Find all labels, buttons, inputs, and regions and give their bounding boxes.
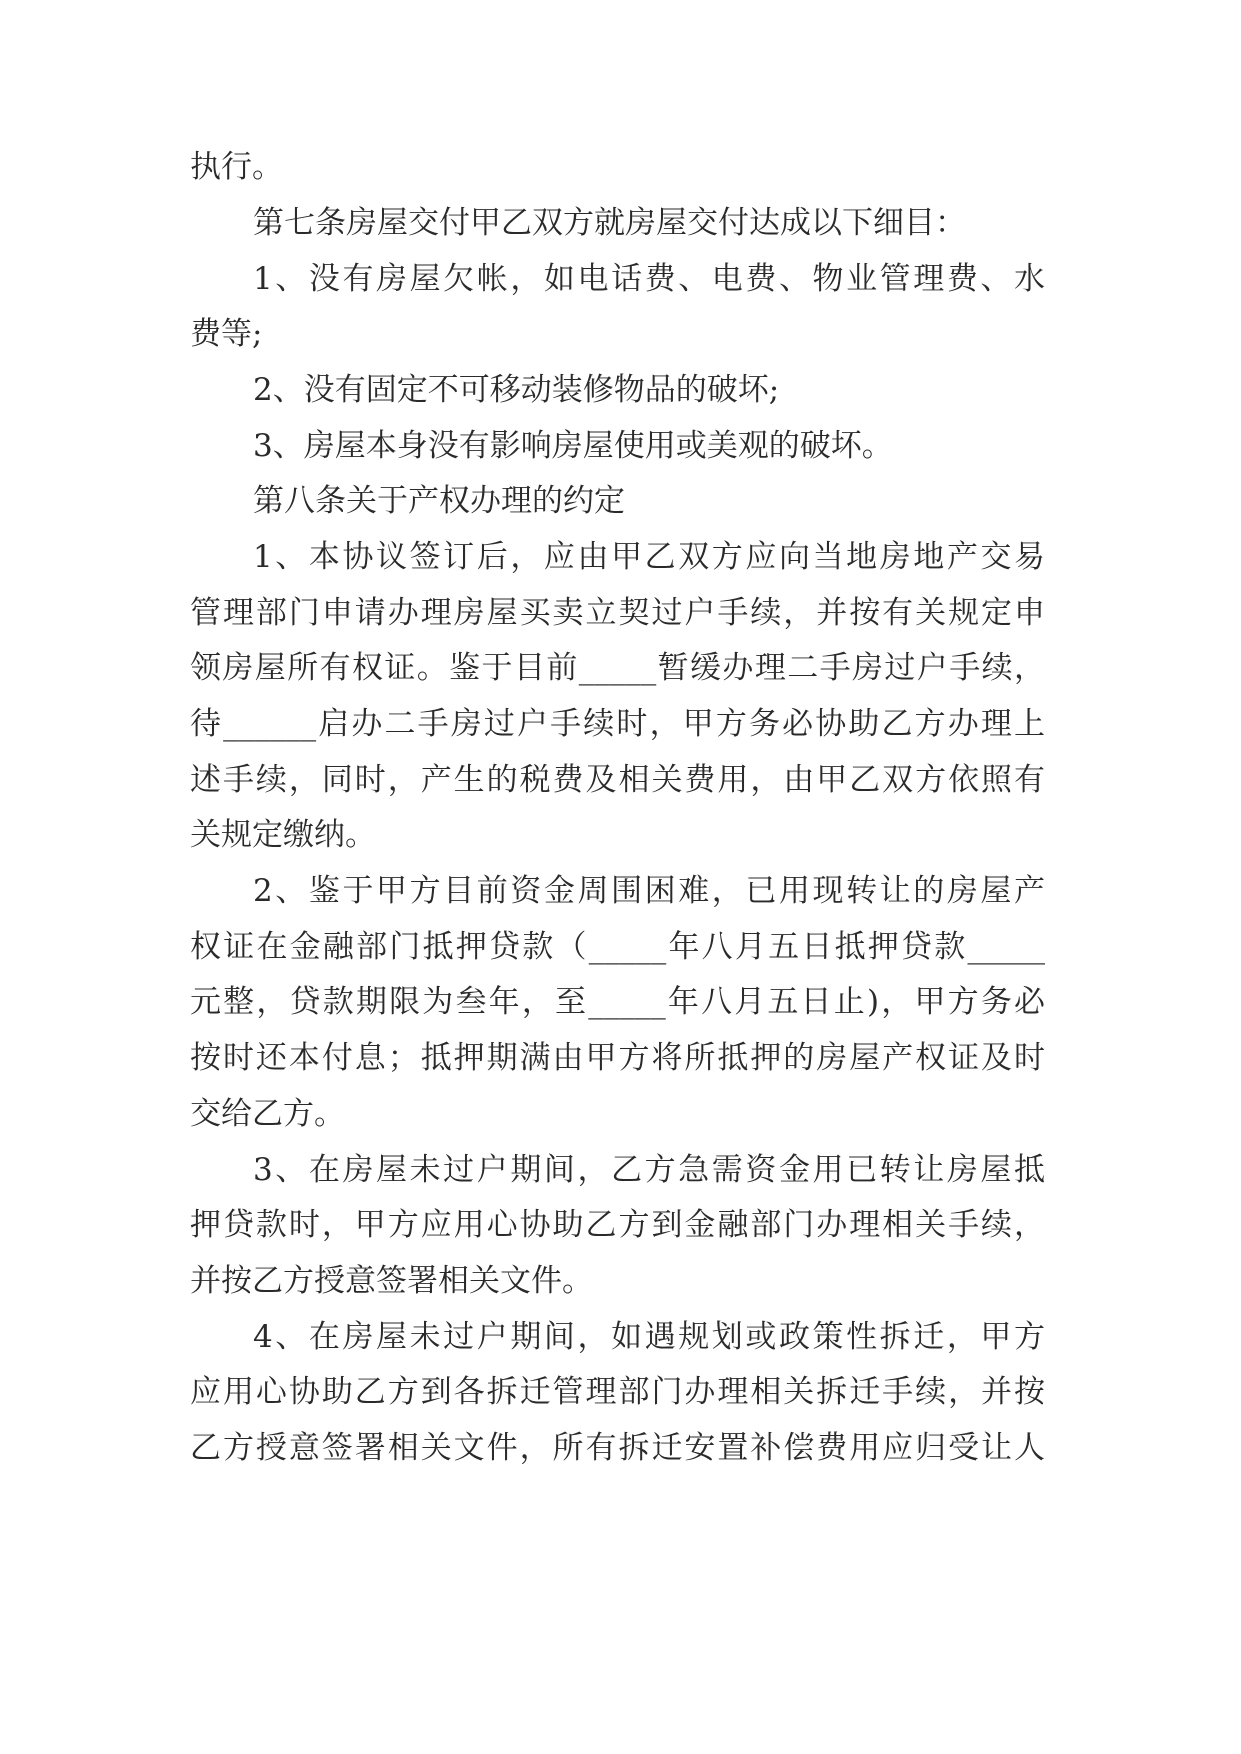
text-line: 2、鉴于甲方目前资金周围困难，已用现转让的房屋产 [253,873,1045,909]
article-8-heading: 第八条关于产权办理的约定 [253,483,625,519]
text-line: 执行。 [190,149,283,185]
text-line: 权证在金融部门抵押贷款（_____年八月五日抵押贷款_____ [190,929,1045,965]
text-line: 3、在房屋未过户期间，乙方急需资金用已转让房屋抵 [253,1152,1045,1188]
text-line: 元整，贷款期限为叁年，至_____年八月五日止)，甲方务必 [190,984,1045,1020]
article-7-heading: 第七条房屋交付甲乙双方就房屋交付达成以下细目： [253,205,966,241]
text-line: 乙方授意签署相关文件，所有拆迁安置补偿费用应归受让人 [190,1430,1045,1466]
text-line: 述手续，同时，产生的税费及相关费用，由甲乙双方依照有 [190,762,1045,798]
text-line: 费等; [190,316,263,352]
text-line: 3、房屋本身没有影响房屋使用或美观的破坏。 [253,428,893,464]
text-line: 管理部门申请办理房屋买卖立契过户手续，并按有关规定申 [190,595,1045,631]
text-line: 应用心协助乙方到各拆迁管理部门办理相关拆迁手续，并按 [190,1374,1045,1410]
text-line: 领房屋所有权证。鉴于目前_____暂缓办理二手房过户手续， [190,650,1045,686]
text-line: 并按乙方授意签署相关文件。 [190,1263,593,1299]
text-line: 4、在房屋未过户期间，如遇规划或政策性拆迁，甲方 [253,1319,1045,1355]
text-line: 1、本协议签订后，应由甲乙双方应向当地房地产交易 [253,539,1045,575]
text-line: 待______启办二手房过户手续时，甲方务必协助乙方办理上 [190,706,1045,742]
text-line: 押贷款时，甲方应用心协助乙方到金融部门办理相关手续， [190,1207,1045,1243]
text-line: 关规定缴纳。 [190,817,376,853]
text-line: 按时还本付息；抵押期满由甲方将所抵押的房屋产权证及时 [190,1040,1045,1076]
text-line: 1、没有房屋欠帐，如电话费、电费、物业管理费、水 [253,261,1045,297]
text-line: 交给乙方。 [190,1096,345,1132]
text-line: 2、没有固定不可移动装修物品的破坏; [253,372,780,408]
